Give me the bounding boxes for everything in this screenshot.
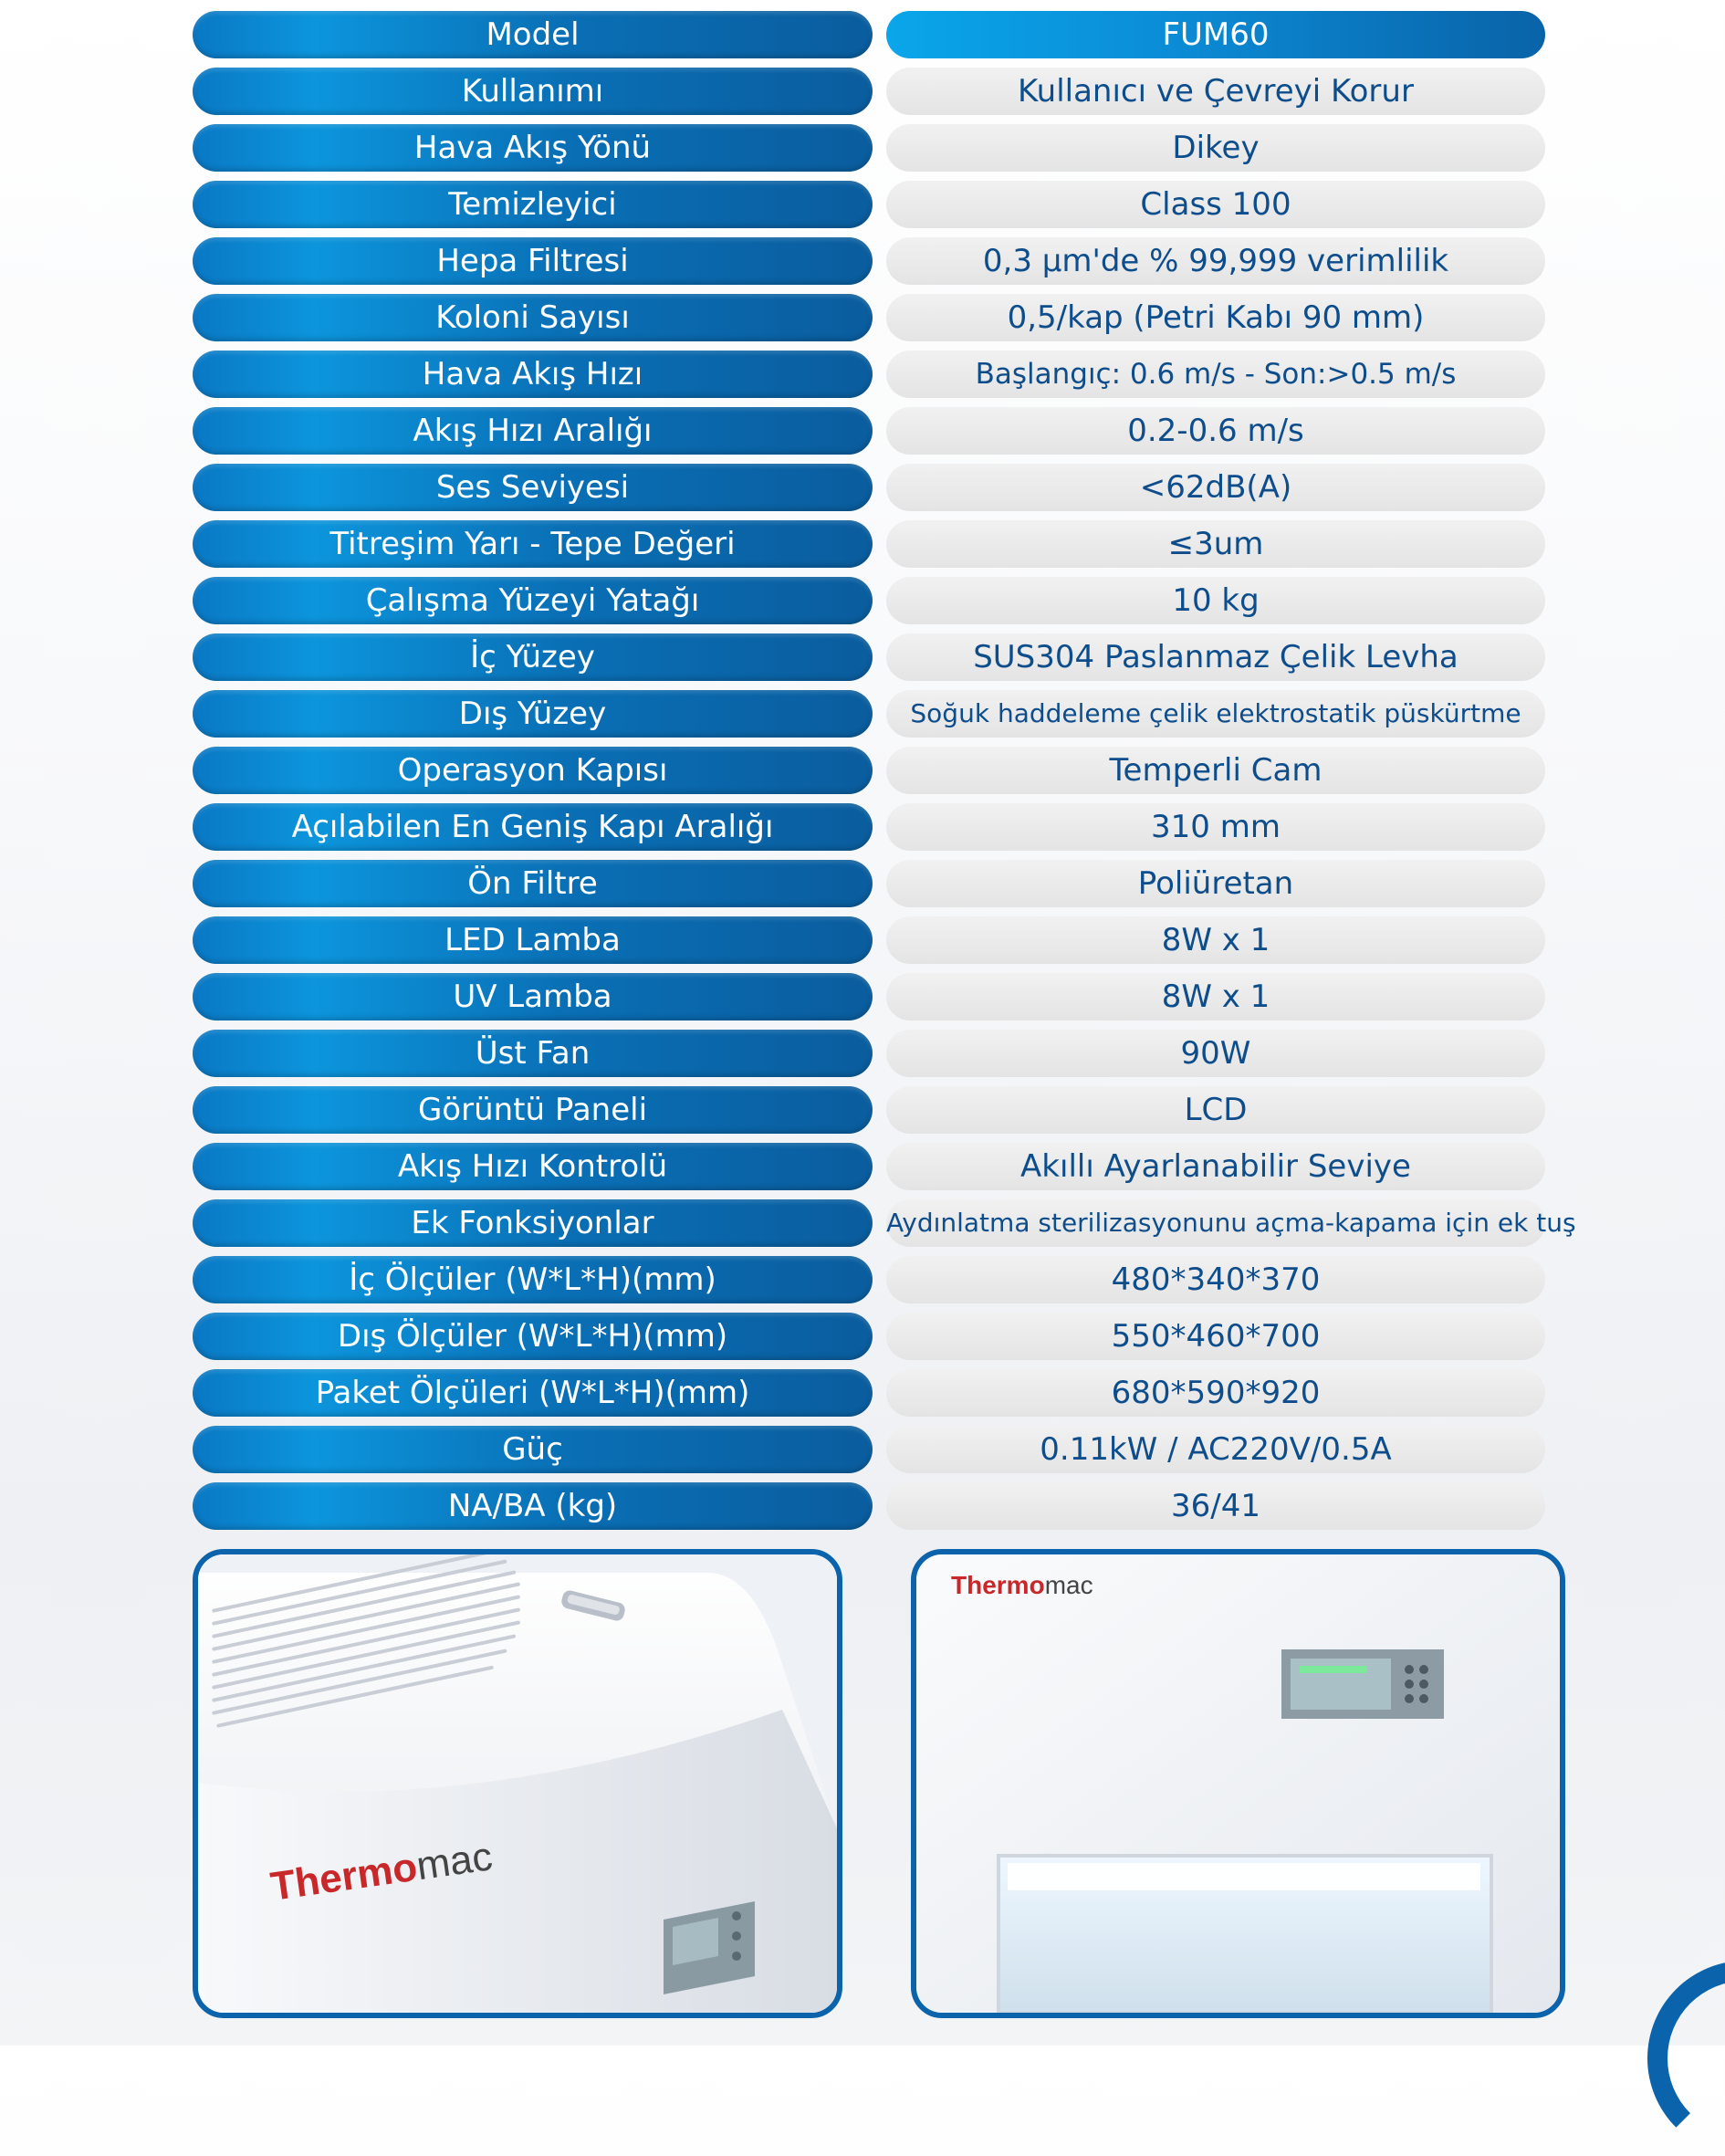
spec-label: Hava Akış Hızı [193, 351, 873, 398]
spec-value: 0.2-0.6 m/s [886, 407, 1545, 455]
spec-value: <62dB(A) [886, 464, 1545, 511]
cabinet-front-photo-icon [916, 1554, 1560, 2013]
spec-label: Hepa Filtresi [193, 237, 873, 285]
spec-label: İç Yüzey [193, 633, 873, 681]
spec-label: Üst Fan [193, 1030, 873, 1077]
spec-value: 8W x 1 [886, 973, 1545, 1020]
spec-value: SUS304 Paslanmaz Çelik Levha [886, 633, 1545, 681]
spec-row [193, 1426, 1545, 1473]
spec-value: 36/41 [886, 1482, 1545, 1530]
spec-label: Kullanımı [193, 68, 873, 115]
spec-label: UV Lamba [193, 973, 873, 1020]
spec-row [193, 1199, 1576, 1247]
spec-label: Titreşim Yarı - Tepe Değeri [193, 520, 873, 568]
spec-label: Güç [193, 1426, 873, 1473]
spec-value: 8W x 1 [886, 916, 1545, 964]
spec-value: 10 kg [886, 577, 1545, 624]
spec-value: 0,3 µm'de % 99,999 verimlilik [886, 237, 1545, 285]
spec-row [193, 1256, 1545, 1303]
spec-row [193, 1143, 1545, 1190]
thermomac-logo: Thermomac [951, 1571, 1093, 1599]
spec-row [193, 124, 1545, 172]
spec-value: 0.11kW / AC220V/0.5A [886, 1426, 1545, 1473]
spec-value: 680*590*920 [886, 1369, 1545, 1417]
spec-value: Class 100 [886, 181, 1545, 228]
cabinet-top-photo-icon [198, 1554, 837, 2013]
spec-label: Dış Ölçüler (W*L*H)(mm) [193, 1313, 873, 1360]
spec-row [193, 690, 1545, 738]
spec-label: Temizleyici [193, 181, 873, 228]
spec-value: LCD [886, 1086, 1545, 1134]
spec-value: 480*340*370 [886, 1256, 1545, 1303]
spec-value: Temperli Cam [886, 747, 1545, 794]
spec-label: Ses Seviyesi [193, 464, 873, 511]
spec-row [193, 237, 1545, 285]
spec-row [193, 1369, 1545, 1417]
spec-row [193, 803, 1545, 851]
spec-label: Akış Hızı Kontrolü [193, 1143, 873, 1190]
spec-label: LED Lamba [193, 916, 873, 964]
spec-row [193, 520, 1545, 568]
spec-label: Koloni Sayısı [193, 294, 873, 341]
spec-row [193, 860, 1545, 907]
spec-value: ≤3um [886, 520, 1545, 568]
spec-label: Ön Filtre [193, 860, 873, 907]
spec-row [193, 11, 1545, 58]
spec-row [193, 351, 1545, 398]
decorative-corner-arc [1647, 1961, 1725, 2156]
spec-value: 0,5/kap (Petri Kabı 90 mm) [886, 294, 1545, 341]
spec-label: Açılabilen En Geniş Kapı Aralığı [193, 803, 873, 851]
spec-row [193, 747, 1545, 794]
spec-row [193, 464, 1545, 511]
spec-label: Görüntü Paneli [193, 1086, 873, 1134]
spec-label: Çalışma Yüzeyi Yatağı [193, 577, 873, 624]
spec-row [193, 1482, 1545, 1530]
spec-value: Kullanıcı ve Çevreyi Korur [886, 68, 1545, 115]
spec-label: Hava Akış Yönü [193, 124, 873, 172]
spec-value: 550*460*700 [886, 1313, 1545, 1360]
spec-row [193, 294, 1545, 341]
spec-label: İç Ölçüler (W*L*H)(mm) [193, 1256, 873, 1303]
spec-label: Dış Yüzey [193, 690, 873, 738]
spec-row [193, 181, 1545, 228]
product-photo-front-view [911, 1549, 1565, 2018]
spec-value: Soğuk haddeleme çelik elektrostatik püskürtme [886, 690, 1545, 738]
spec-row [193, 407, 1545, 455]
spec-value: 90W [886, 1030, 1545, 1077]
spec-value: Aydınlatma sterilizasyonunu açma-kapama için ek tuş [886, 1199, 1545, 1247]
spec-row [193, 973, 1545, 1020]
spec-value: Poliüretan [886, 860, 1545, 907]
spec-row [193, 633, 1545, 681]
spec-value: Başlangıç: 0.6 m/s - Son:>0.5 m/s [886, 351, 1545, 398]
product-photo-top-view [193, 1549, 842, 2018]
spec-row [193, 577, 1545, 624]
spec-label: Operasyon Kapısı [193, 747, 873, 794]
spec-value: Dikey [886, 124, 1545, 172]
thermomac-logo: Thermomac [267, 1834, 496, 1910]
spec-value: Akıllı Ayarlanabilir Seviye [886, 1143, 1545, 1190]
spec-row [193, 1313, 1545, 1360]
spec-label: Akış Hızı Aralığı [193, 407, 873, 455]
spec-label: Model [193, 11, 873, 58]
spec-value: 310 mm [886, 803, 1545, 851]
spec-value: FUM60 [886, 11, 1545, 58]
spec-row [193, 68, 1545, 115]
spec-row [193, 1030, 1545, 1077]
spec-label: NA/BA (kg) [193, 1482, 873, 1530]
spec-label: Paket Ölçüleri (W*L*H)(mm) [193, 1369, 873, 1417]
spec-row [193, 916, 1545, 964]
spec-label: Ek Fonksiyonlar [193, 1199, 873, 1247]
spec-row [193, 1086, 1545, 1134]
